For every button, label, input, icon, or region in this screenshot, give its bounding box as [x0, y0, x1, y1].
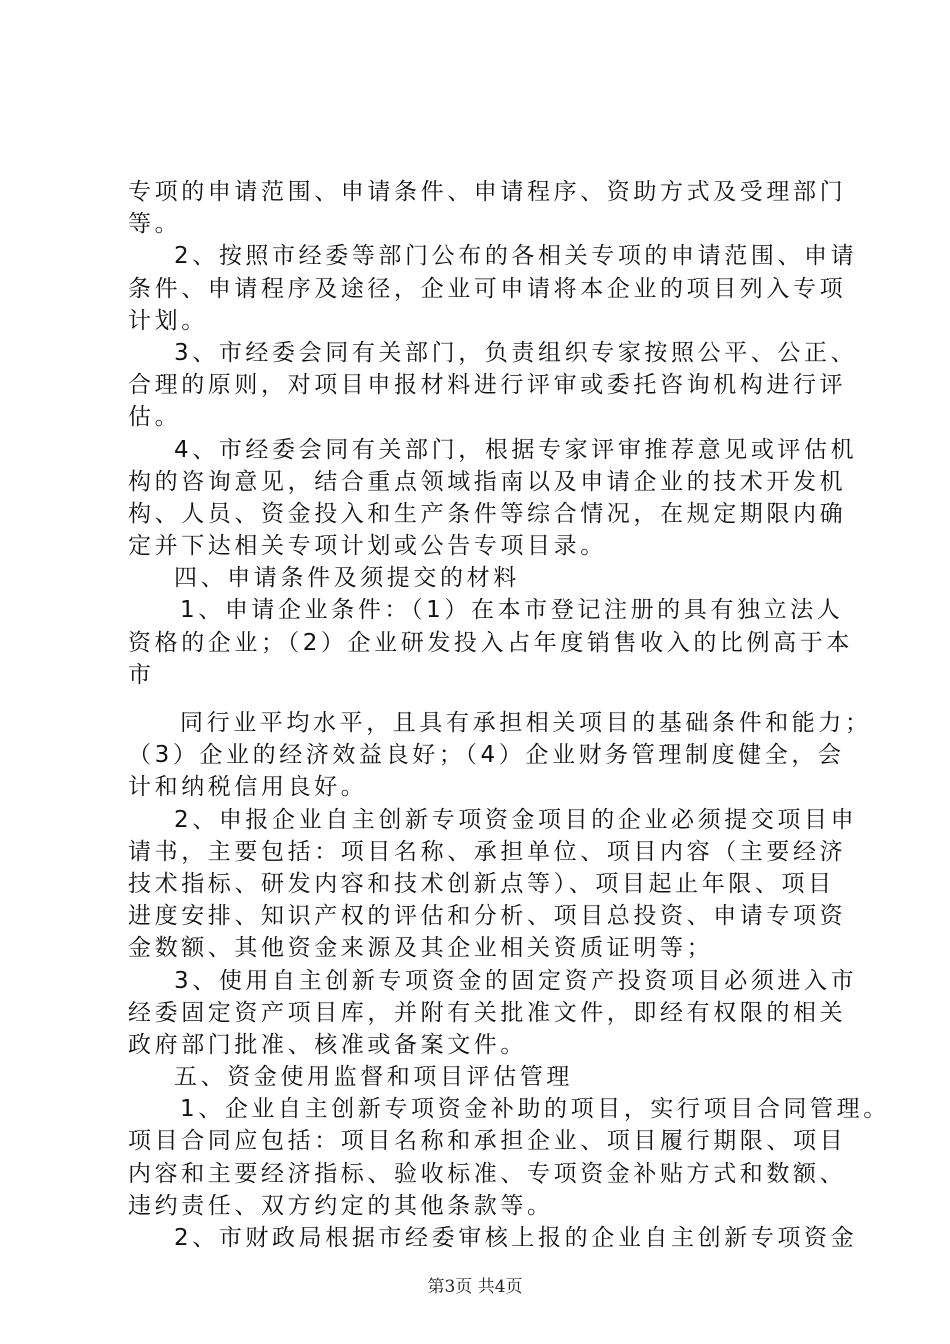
text-line: 技术指标、研发内容和技术创新点等）、项目起止年限、项目 [128, 870, 835, 897]
text-line: 内容和主要经济指标、验收标准、专项资金补贴方式和数额、 [128, 1160, 847, 1187]
text-line: 违约责任、双方约定的其他条款等。 [128, 1192, 554, 1219]
text-line: 合理的原则，对项目申报材料进行评审或委托咨询机构进行评 [128, 372, 847, 399]
text-line: 市 [128, 661, 155, 688]
text-line: 政府部门批准、核准或备案文件。 [128, 1031, 527, 1058]
section-heading: 四、申请条件及须提交的材料 [174, 565, 520, 592]
paragraph-start: 3、市经委会同有关部门，负责组织专家按照公平、公正、 [174, 339, 858, 366]
text-line: 专项的申请范围、申请条件、申请程序、资助方式及受理部门 [128, 179, 847, 205]
text-line: 构、人员、资金投入和生产条件等综合情况，在规定期限内确 [128, 500, 847, 527]
text-line: 等。 [128, 211, 182, 238]
text-line: 构的咨询意见，结合重点领域指南以及申请企业的技术开发机 [128, 468, 847, 495]
paragraph-start: 2、市财政局根据市经委审核上报的企业自主创新专项资金 [174, 1225, 858, 1251]
text-line: 定并下达相关专项计划或公告专项目录。 [128, 533, 607, 560]
paragraph-start: 2、按照市经委等部门公布的各相关专项的申请范围、申请 [174, 243, 858, 270]
text-line: 请书，主要包括：项目名称、承担单位、项目内容（主要经济 [128, 838, 847, 865]
paragraph-start: 3、使用自主创新专项资金的固定资产投资项目必须进入市 [174, 967, 858, 994]
text-line: 同行业平均水平，且具有承担相关项目的基础条件和能力； [180, 710, 872, 736]
text-line: 项目合同应包括：项目名称和承担企业、项目履行期限、项目 [128, 1128, 847, 1155]
text-line: 经委固定资产项目库，并附有关批准文件，即经有权限的相关 [128, 999, 847, 1026]
text-line: 估。 [128, 404, 182, 431]
document-body [128, 176, 890, 1254]
paragraph-start: 2、申报企业自主创新专项资金项目的企业必须提交项目申 [174, 806, 858, 833]
paragraph-start: 1、申请企业条件：（1）在本市登记注册的具有独立法人 [180, 597, 844, 624]
paragraph-start: 4、市经委会同有关部门，根据专家评审推荐意见或评估机 [174, 436, 858, 463]
text-line: 金数额、其他资金来源及其企业相关资质证明等； [128, 935, 714, 962]
text-line: 计划。 [128, 307, 208, 334]
text-line: （3）企业的经济效益良好；（4）企业财务管理制度健全，会 [128, 742, 845, 769]
section-heading: 五、资金使用监督和项目评估管理 [174, 1064, 573, 1091]
paragraph-start: 1、企业自主创新专项资金补助的项目，实行项目合同管理。 [180, 1096, 890, 1123]
text-line: 进度安排、知识产权的评估和分析、项目总投资、申请专项资 [128, 903, 847, 930]
page-number-footer: 第3页 共4页 [427, 1277, 523, 1297]
line-gap [128, 691, 842, 707]
text-line: 条件、申请程序及途径，企业可申请将本企业的项目列入专项 [128, 275, 847, 302]
text-line: 计和纳税信用良好。 [128, 774, 368, 801]
text-line: 资格的企业；（2）企业研发投入占年度销售收入的比例高于本 [128, 629, 853, 656]
